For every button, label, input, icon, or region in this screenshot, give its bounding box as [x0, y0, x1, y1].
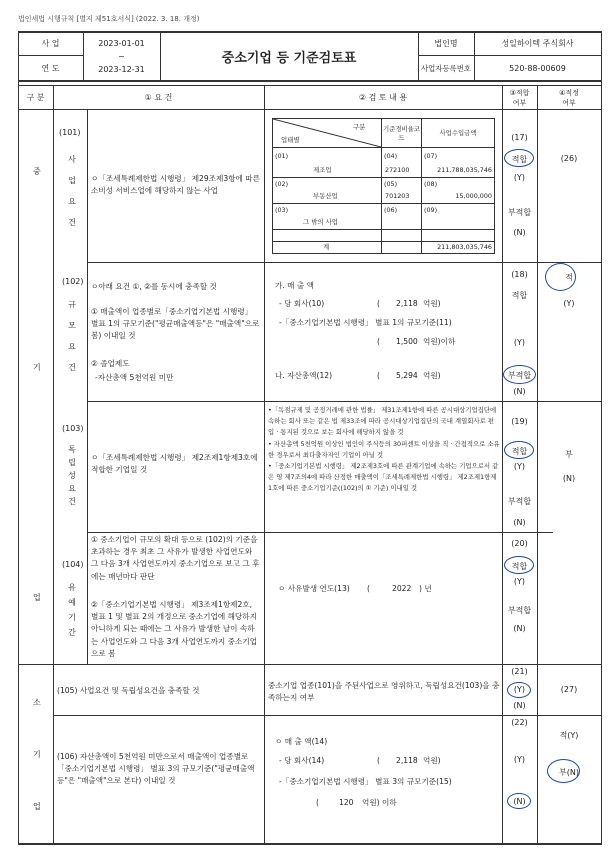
period-start: 2023-01-01 [98, 38, 145, 48]
regno-label: 사업자등록번호 [421, 63, 471, 73]
r106-own-close: 억원) [423, 756, 441, 765]
r101-unfit: 부적합 [507, 208, 532, 217]
ind-row-code-no: (06) [384, 206, 398, 214]
r103-review-item: •「독점규제 및 공정거래에 관한 법률」 제31조제1항에 따른 공시대상기업집단에 속하는 회사 또는 같은 법 제33조에 따라 공시대상기업집단의 국내 계열회사로 편입 · 통지된 것으로 보는 회사에 해당하지 않을 것 [268, 406, 497, 437]
biz-year-label-1: 사 업 [41, 39, 60, 48]
ind-row-code: 701203 [385, 192, 410, 200]
col-status-l1: ④적정 [559, 88, 579, 97]
r102-status-y: (Y) [563, 299, 575, 308]
form-caption: 법인세법 시행규칙 [별지 제51호서식] (2022. 3. 18. 개정) [18, 15, 200, 23]
r102-unfit: 부적합 [507, 371, 532, 380]
ind-row-no: (02) [275, 180, 289, 188]
r103-fit-y: (Y) [513, 462, 526, 471]
ind-row-rev-no: (08) [424, 180, 438, 188]
r102-char: 모 [68, 321, 76, 330]
period-tilde: ~ [118, 51, 125, 61]
r104-char: 유 [68, 583, 76, 592]
r106-review-a: ㅇ 매 출 액(14) [275, 737, 328, 746]
r104-review-open: ( [367, 584, 370, 593]
r102-own-close: 억원) [423, 299, 441, 308]
r104-no: (20) [511, 539, 528, 548]
ind-row-no: (01) [275, 152, 289, 160]
r102-char: 요 [68, 342, 76, 351]
r102-req1: ① 매출액이 업종별로「중소기업기본법 시행령」 별표 1의 규모기준("평균매출액등"은 "매출액"으로 봄) 이내일 것 [91, 307, 260, 341]
r101-char: 업 [68, 176, 76, 185]
col-conformity-l2: 여부 [512, 98, 527, 107]
r103-unfit: 부적합 [507, 497, 532, 506]
biz-year-label-2: 연 도 [41, 63, 60, 73]
ind-hdr-industry: 업태별 [281, 136, 300, 144]
r103-review [268, 405, 500, 495]
r104-req1: ① 중소기업이 규모의 확대 등으로 (102)의 기준을 초과하는 경우 최초 그 사유가 발생한 사업연도와 그 다음 3개 사업연도까지 중소기업으로 보고 그 후에는 매년마다 판단 [91, 535, 260, 581]
r102-std-open: ( [377, 337, 380, 346]
ind-total-label: 계 [323, 243, 330, 251]
section-small-1: 소 [33, 698, 41, 707]
period-end: 2023-12-31 [98, 64, 145, 74]
r104-code: (104) [62, 560, 84, 569]
r102-fit-y: (Y) [513, 338, 526, 347]
ind-row-rev-no: (07) [424, 152, 438, 160]
r104-unfit: 부적합 [507, 606, 532, 615]
r105-status: (27) [560, 685, 578, 694]
col-status-l2: 여부 [562, 98, 576, 107]
r102-asset-value: 5,294 [396, 371, 418, 380]
r101-label [62, 149, 82, 233]
section-sme-1: 중 [33, 167, 41, 176]
r102-req2-body: -자산총액 5천억원 미만 [95, 373, 174, 382]
r102-own-label: - 당 회사(10) [279, 299, 325, 308]
col-requirements: ① 요 건 [144, 93, 173, 102]
r102-req2-title: ② 졸업제도 [91, 359, 130, 368]
r106-std-open: ( [316, 798, 319, 807]
ind-row-code: 272100 [385, 166, 410, 174]
col-category: 구 분 [26, 93, 45, 102]
r106-own-label: - 당 회사(14) [279, 756, 325, 765]
r101-fit-y: (Y) [513, 173, 526, 182]
section-sme-3: 업 [33, 593, 41, 602]
r101-char: 건 [68, 218, 76, 227]
r102-label [62, 294, 82, 378]
r106-requirement: (106) 자산총액이 5천억원 미만으로서 매출액이 업종별로「중소기업기본법 시행령」 별표 3의 규모기준("평균매출액등"은 "매출액"으로 본다) 이내일 것 [57, 752, 255, 786]
r102-std-label: -「중소기업기본법 시행령」 별표 1의 규모기준(11) [279, 318, 452, 327]
r104-char: 기 [68, 613, 76, 622]
r102-review-a: 가. 매 출 액 [275, 281, 314, 290]
ind-row-name: 부동산업 [313, 192, 338, 200]
r101-fit-circle [504, 149, 534, 167]
r103-char: 건 [68, 497, 76, 506]
r102-std-close: 억원)이하 [423, 337, 456, 346]
r102-no: (18) [511, 270, 528, 279]
r102-std-value: 1,500 [396, 337, 418, 346]
r102-fit: 적합 [511, 291, 528, 300]
r105-no: (21) [511, 667, 528, 676]
r106-fit-y: (Y) [513, 755, 526, 764]
r102-status-circle [545, 263, 576, 291]
corp-name: 성일하이텍 주식회사 [501, 39, 574, 48]
r103-review-item: • 자산총액 5천억원 이상인 법인이 주식등의 30퍼센트 이상을 직 · 간접적으로 소유한 경우로서 최다출자자인 기업이 아닐 것 [268, 439, 500, 459]
r102-asset-open: ( [377, 371, 380, 380]
r103-review-item: •「중소기업기본법 시행령」 제2조제3호에 따른 관계기업에 속하는 기업으로서 같은 영 제7조의4에 따라 산정한 매출액이「조세특례제한법 시행령」 제2조제1항제1호에 따른 중소기업기준((102)의 ① 기준) 이내일 것 [268, 462, 499, 493]
r102-review-b: 나. 자산총액(12) [275, 371, 333, 380]
r104-req2: ②「중소기업기본법 시행령」 제3조제1항제2호, 별표 1 및 별표 2의 개정으로 중소기업에 해당하지 아니하게 되는 때에는 그 사유가 발생한 날이 속하는 사업연도와 그 다음 3개 사업연도까지 중소기업으로 봄 [91, 600, 258, 658]
ind-row-revenue: 15,000,000 [455, 192, 492, 200]
r103-requirement: ㅇ「조세특례제한법 시행령」 제2조제1항제3호에 적합한 기업일 것 [91, 453, 258, 475]
r106-std-close: 억원) 이하 [362, 798, 397, 807]
ind-row-code-no: (04) [384, 152, 398, 160]
r102-own-value: 2,118 [396, 299, 418, 308]
r106-status-y: 적(Y) [559, 731, 579, 740]
r101-status: (26) [560, 154, 578, 163]
r106-status-n: 부(N) [559, 768, 579, 777]
section-small-2: 기 [33, 750, 41, 759]
r104-fit-y: (Y) [513, 577, 526, 586]
r104-review-label: ㅇ 사유발생 연도(13) [278, 584, 350, 593]
r103-label [62, 443, 82, 508]
r104-review-close: ) 년 [419, 584, 432, 593]
r101-requirement: ㅇ「조세특례제한법 시행령」 제29조제3항에 따른 소비성 서비스업에 해당하지 않는 사업 [91, 174, 260, 196]
section-small-3: 업 [33, 802, 41, 811]
r103-status-b: (N) [562, 474, 576, 483]
r106-std-label: -「중소기업기본법 시행령」 별표 3의 규모기준(15) [279, 777, 452, 786]
r102-status-fit: 적 [565, 273, 573, 282]
r103-status-a: 부 [565, 450, 573, 459]
r104-label [62, 580, 82, 640]
r106-std-value: 120 [339, 798, 354, 807]
col-status [537, 86, 601, 109]
col-conformity [502, 86, 537, 109]
r101-unfit-n: (N) [513, 228, 526, 237]
r103-code: (103) [62, 424, 84, 433]
ind-row-code-no: (05) [384, 180, 398, 188]
r103-char: 독 [68, 445, 76, 454]
ind-row-no: (03) [275, 206, 289, 214]
col-conformity-l1: ③적합 [509, 88, 530, 97]
r102-unfit-n: (N) [513, 387, 526, 396]
r102-code: (102) [62, 277, 84, 286]
r104-fit-circle [504, 556, 534, 574]
r101-code: (101) [59, 128, 81, 137]
r102-asset-close: 억원) [423, 371, 441, 380]
r104-fit: 적합 [511, 562, 528, 571]
regno: 520-88-00609 [509, 63, 566, 73]
r104-unfit-n: (N) [513, 624, 526, 633]
r102-char: 건 [68, 363, 76, 372]
r106-unfit-n: (N) [513, 797, 526, 806]
r106-no: (22) [511, 718, 528, 727]
r103-unfit-n: (N) [513, 518, 526, 527]
form-title: 중소기업 등 기준검토표 [221, 50, 357, 66]
r106-unfit-circle [507, 793, 531, 809]
r103-no: (19) [511, 417, 528, 426]
r105-fit-circle [507, 682, 531, 698]
r102-intro: ㅇ아래 요건 ①, ②를 동시에 충족할 것 [91, 282, 217, 291]
r104-char: 예 [68, 598, 76, 607]
ind-row-revenue: 211,788,035,746 [437, 166, 492, 174]
r103-fit: 적합 [511, 447, 528, 456]
corp-name-label: 법인명 [434, 39, 458, 48]
r105-review: 중소기업 업종(101)을 주된사업으로 영위하고, 독립성요건(103)을 충족하는지 여부 [268, 681, 500, 703]
period [83, 32, 160, 80]
r104-char: 간 [68, 628, 76, 637]
r101-fit: 적합 [511, 155, 528, 164]
r102-own-open: ( [377, 299, 380, 308]
r105-unfit-n: (N) [513, 701, 526, 710]
r105-requirement: (105) 사업요건 및 독립성요건을 충족할 것 [57, 686, 200, 695]
r102-unfit-circle [503, 365, 536, 384]
r105-fit-y: (Y) [513, 685, 526, 694]
r103-char: 성 [68, 471, 76, 480]
r103-char: 요 [68, 484, 76, 493]
r106-status-circle [547, 759, 580, 783]
ind-total: 211,803,035,746 [437, 243, 492, 251]
ind-hdr-revenue: 사업수입금액 [439, 129, 477, 137]
col-review: ② 검 토 내 용 [358, 93, 408, 102]
r101-char: 요 [68, 197, 76, 206]
r102-char: 규 [68, 300, 76, 309]
r103-fit-circle [504, 441, 534, 459]
r106-own-open: ( [377, 756, 380, 765]
r101-char: 사 [68, 155, 76, 164]
industry-table [272, 118, 495, 254]
ind-row-name: 제조업 [313, 166, 332, 174]
r106-own-value: 2,118 [396, 756, 418, 765]
ind-hdr-code: 기준경비율코드 [382, 124, 421, 142]
ind-row-rev-no: (09) [424, 206, 438, 214]
r101-no: (17) [511, 133, 528, 142]
ind-hdr-div: 구분 [353, 123, 366, 131]
section-sme-2: 기 [33, 363, 41, 372]
ind-row-name: 그 밖의 사업 [303, 218, 338, 226]
r103-char: 립 [68, 458, 76, 467]
r104-review-year: 2022 [392, 584, 412, 593]
